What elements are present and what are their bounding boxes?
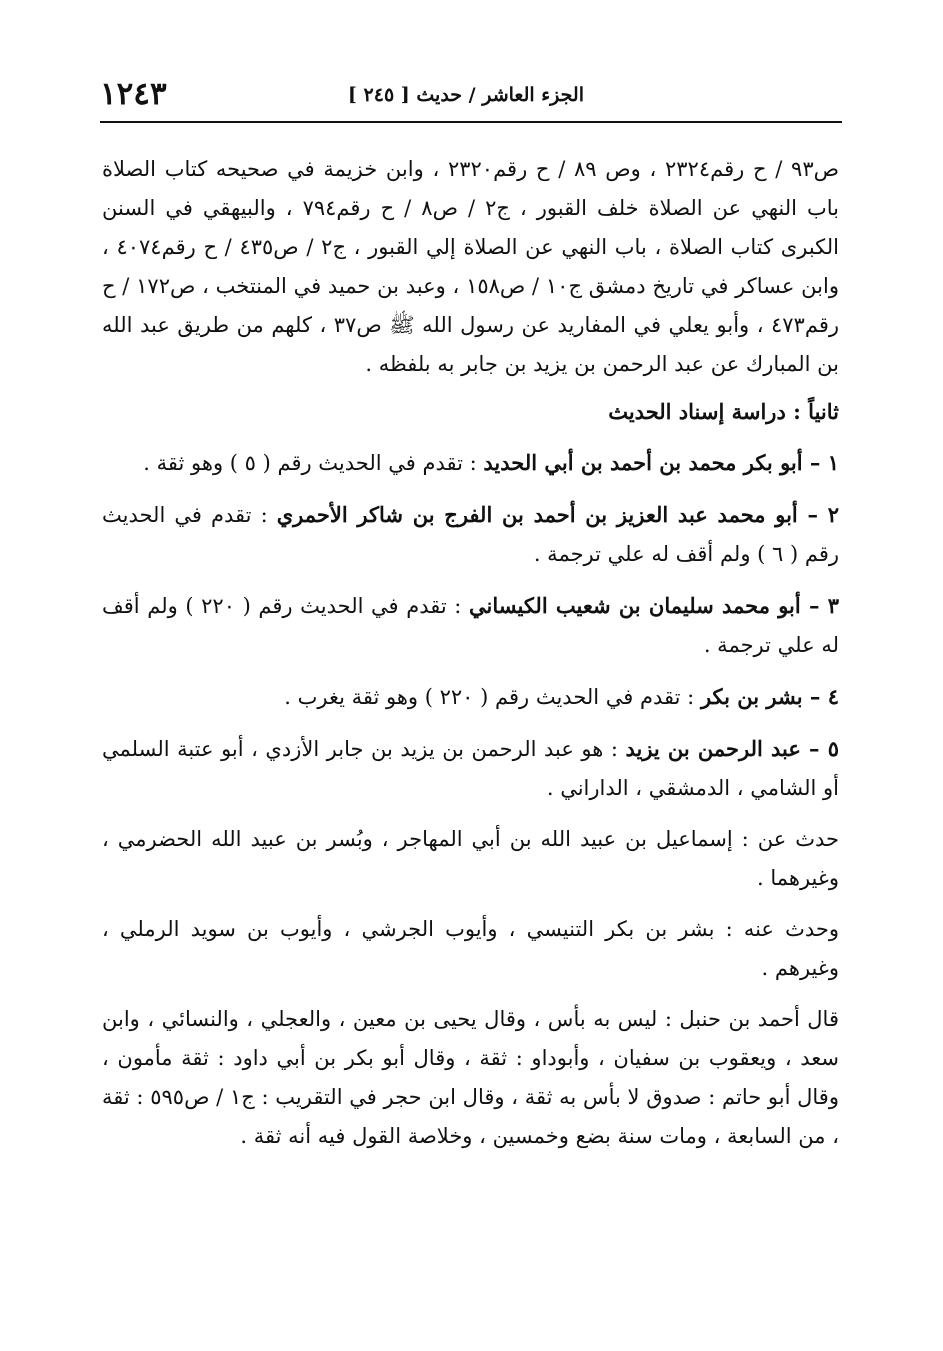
narrator-4 bbox=[102, 677, 839, 717]
teachers-paragraph: حدث عن : إسماعيل بن عبيد الله بن أبي المهاجر ، وبُسر بن عبيد الله الحضرمي ، وغيرهما . bbox=[102, 827, 839, 890]
narrator-2 bbox=[102, 495, 839, 574]
header-rule bbox=[100, 121, 842, 123]
narrator-4-name: ٤ – بشر بن بكر bbox=[700, 684, 839, 709]
students-paragraph: وحدث عنه : بشر بن بكر التنيسي ، وأيوب الجرشي ، وأيوب بن سويد الرملي ، وغيرهم . bbox=[102, 917, 839, 980]
critics-paragraph: قال أحمد بن حنبل : ليس به بأس ، وقال يحيى بن معين ، والعجلي ، والنسائي ، وابن سعد ، ويعقوب بن سفيان ، وأبوداو : ثقة ، وقال أبو بكر بن أبي داود : ثقة مأمون ، وقال أبو حاتم : صدوق لا بأس به ثقة ، وقال ابن حجر في التقريب : ج١ / ص٥٩٥ : ثقة ، من السابعة ، ومات سنة بضع وخمسين ، وخلاصة القول فيه أنه ثقة . bbox=[102, 1007, 839, 1148]
narrator-3-name: ٣ – أبو محمد سليمان بن شعيب الكيساني bbox=[469, 593, 839, 618]
narrator-4-text: : تقدم في الحديث رقم ( ٢٢٠ ) وهو ثقة يغرب . bbox=[284, 685, 701, 709]
narrator-3 bbox=[102, 586, 839, 665]
narrator-5-text: : هو عبد الرحمن بن يزيد بن جابر الأزدي ، أبو عتبة السلمي أو الشامي ، الدمشقي ، الداراني . bbox=[102, 737, 839, 800]
narrator-5-name: ٥ – عبد الرحمن بن يزيد bbox=[625, 736, 839, 761]
narrator-2-name: ٢ – أبو محمد عبد العزيز بن أحمد بن الفرج بن شاكر الأحمري bbox=[276, 502, 839, 527]
running-head: الجزء العاشر / حديث [ ٢٤٥ ] bbox=[347, 84, 584, 106]
narrator-3-text: : تقدم في الحديث رقم ( ٢٢٠ ) ولم أقف له علي ترجمة . bbox=[102, 594, 839, 657]
narrator-1-text: : تقدم في الحديث رقم ( ٥ ) وهو ثقة . bbox=[143, 451, 484, 475]
takhrij-paragraph: ص٩٣ / ح رقم٢٣٢٤ ، وص ٨٩ / ح رقم٢٣٢٠ ، وابن خزيمة في صحيحه كتاب الصلاة باب النهي عن الصلاة خلف القبور ، ج٢ / ص٨ / ح رقم٧٩٤ ، والبيهقي في السنن الكبرى كتاب الصلاة ، باب النهي عن الصلاة إلي القبور ، ج٢ / ص٤٣٥ / ح رقم٤٠٧٤ ، وابن عساكر في تاريخ دمشق ج١٠ / ص١٥٨ ، وعبد بن حميد في المنتخب ، ص١٧٢ / ح رقم٤٧٣ ، وأبو يعلي في المفاريد عن رسول الله ﷺ ص٣٧ ، كلهم من طريق عبد الله بن المبارك عن عبد الرحمن بن يزيد بن جابر به بلفظه . bbox=[102, 157, 839, 376]
section-heading: ثانياً : دراسة إسناد الحديث bbox=[608, 399, 839, 424]
page-header bbox=[100, 76, 842, 120]
page-body bbox=[102, 150, 839, 1168]
narrator-1-name: ١ – أبو بكر محمد بن أحمد بن أبي الحديد bbox=[483, 450, 839, 475]
narrator-5 bbox=[102, 729, 839, 808]
page-number: ١٢٤٣ bbox=[100, 76, 167, 112]
narrator-2-text: : تقدم في الحديث رقم ( ٦ ) ولم أقف له علي ترجمة . bbox=[102, 503, 839, 566]
narrator-1 bbox=[102, 443, 839, 483]
